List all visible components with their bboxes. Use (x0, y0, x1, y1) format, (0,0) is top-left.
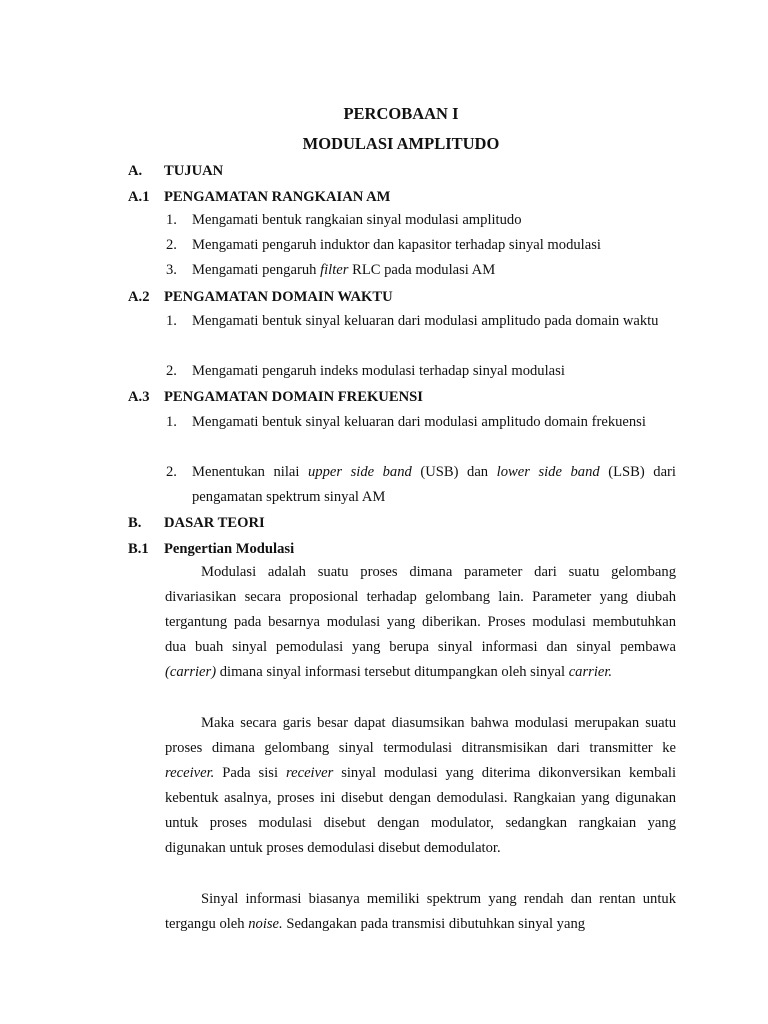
list-item: 2. Mengamati pengaruh induktor dan kapasitor terhadap sinyal modulasi (166, 237, 601, 253)
subsection-label: PENGAMATAN DOMAIN FREKUENSI (164, 389, 423, 405)
paragraph: Sinyal informasi biasanya memiliki spektrum yang rendah dan rentan untuk tergangu oleh noise. Sedangakan pada transmisi dibutuhkan sinyal yang (165, 891, 676, 932)
paragraph: Maka secara garis besar dapat diasumsikan bahwa modulasi merupakan suatu proses dimana gelombang sinyal termodulasi ditransmisikan dari transmitter ke receiver. Pada sisi receiver sinyal modulasi yang diterima dikonversikan kembali kebentuk asalnya, proses ini disebut dengan demodulasi. Rangkaian yang digunakan untuk proses modulasi disebut dengan modulator, sedangkan rangkaian yang digunakan untuk proses demodulasi disebut demodulator. (165, 715, 676, 856)
subsection-label: Pengertian Modulasi (164, 541, 295, 557)
subsection-heading-a2 (128, 287, 393, 307)
section-number: B. (128, 515, 142, 531)
document-title: PERCOBAAN I (343, 104, 459, 123)
section-heading-a (128, 161, 223, 181)
subsection-number: A.3 (128, 389, 150, 405)
subsection-label: PENGAMATAN DOMAIN WAKTU (164, 289, 393, 305)
subsection-number: A.2 (128, 289, 150, 305)
document-subtitle: MODULASI AMPLITUDO (302, 134, 500, 153)
list-item: 2. Mengamati pengaruh indeks modulasi terhadap sinyal modulasi (166, 363, 565, 379)
paragraph: Modulasi adalah suatu proses dimana parameter dari suatu gelombang divariasikan secara proposional terhadap gelombang lain. Parameter yang diubah tergantung pada besarnya modulasi yang diberikan. Proses modulasi membutuhkan dua buah sinyal pemodulasi yang berupa sinyal informasi dan sinyal pembawa (carrier) dimana sinyal informasi tersebut ditumpangkan oleh sinyal carrier. (165, 564, 676, 680)
list-item: 3. Mengamati pengaruh filter RLC pada modulasi AM (166, 262, 496, 278)
section-number: A. (128, 163, 143, 179)
subsection-label: PENGAMATAN RANGKAIAN AM (164, 189, 391, 205)
section-label: DASAR TEORI (164, 515, 265, 531)
list-item: 1. Mengamati bentuk rangkaian sinyal modulasi amplitudo (166, 212, 522, 228)
subsection-heading-b1 (128, 539, 294, 559)
list-item: 2. Menentukan nilai upper side band (USB) dan lower side band (LSB) dari pengamatan spektrum sinyal AM (166, 464, 676, 505)
subsection-number: A.1 (128, 189, 150, 205)
section-label: TUJUAN (164, 163, 224, 179)
subsection-heading-a3 (128, 387, 423, 407)
subsection-heading-a1 (128, 187, 390, 207)
subsection-number: B.1 (128, 541, 149, 557)
section-heading-b (128, 513, 265, 533)
list-item: 1. Mengamati bentuk sinyal keluaran dari modulasi amplitudo domain frekuensi (166, 414, 646, 430)
list-item: 1. Mengamati bentuk sinyal keluaran dari modulasi amplitudo pada domain waktu (166, 313, 659, 329)
